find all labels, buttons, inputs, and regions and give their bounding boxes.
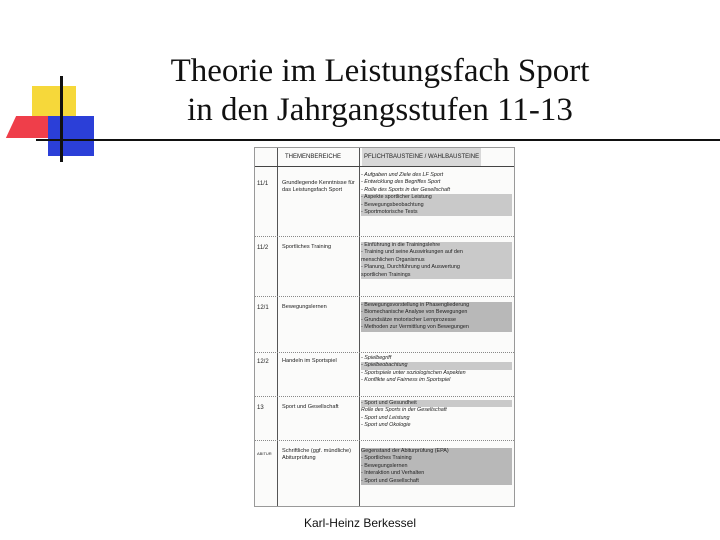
row-number: 11/1 (257, 181, 269, 187)
row-item: - Einführung in die Trainingslehre (361, 242, 441, 248)
row-contents (361, 302, 512, 332)
row-contents (361, 448, 512, 485)
row-contents (361, 172, 512, 216)
table-row (255, 352, 514, 397)
row-item: - Rolle des Sports in der Gesellschaft (361, 186, 450, 193)
row-item: - Sportliches Training (361, 455, 412, 462)
row-item: - Bewegungslernen (361, 462, 408, 469)
row-item: Gegenstand der Abiturprüfung (EPA) (361, 448, 449, 454)
row-topic: Sportliches Training (282, 244, 332, 250)
row-contents (361, 400, 512, 430)
table-row (255, 296, 514, 353)
row-item: Rolle des Sports in der Gesellschaft (361, 407, 447, 414)
row-item: sportlichen Trainings (361, 271, 411, 278)
row-topic: Handeln im Sportspiel (282, 358, 337, 364)
row-item: - Sport und Gesundheit (361, 400, 512, 407)
row-item: - Entwicklung des Begriffes Sport (361, 179, 441, 186)
row-number: 13 (257, 405, 264, 411)
row-number: 12/2 (257, 359, 269, 365)
row-item: - Sport und Ökologie (361, 422, 411, 429)
row-contents (361, 355, 512, 385)
row-topic: Schriftliche (ggf. mündliche) Abiturprüfung (282, 448, 352, 462)
row-item: - Spielbeobachtung (361, 362, 512, 369)
table-row (255, 168, 514, 237)
row-item: - Biomechanische Analyse von Bewegungen (361, 309, 468, 316)
row-number: 12/1 (257, 305, 269, 311)
row-item: - Sportspiele unter soziologischen Aspekten (361, 369, 466, 376)
row-item: - Sportmotorische Tests (361, 209, 512, 216)
row-contents (361, 242, 512, 279)
row-item: - Aufgaben und Ziele des LF Sport (361, 172, 444, 178)
slide-title-line-2: in den Jahrgangsstufen 11-13 (187, 92, 573, 128)
row-topic: Bewegungslernen (282, 304, 327, 310)
author-name: Karl-Heinz Berkessel (303, 516, 417, 530)
table-header (255, 148, 514, 167)
row-item: - Sport und Leistung (361, 414, 410, 421)
row-item: - Bewegungsbeobachtung (361, 202, 512, 209)
row-item: - Training und seine Auswirkungen auf den (361, 249, 463, 256)
row-item: - Grundsätze motorischer Lernprozesse (361, 316, 456, 323)
slide-title-line-1: Theorie im Leistungsfach Sport (170, 53, 590, 89)
row-item: - Methoden zur Vermittlung von Bewegungen (361, 324, 469, 331)
header-blocks: PFLICHTBAUSTEINE / WAHLBAUSTEINE (362, 148, 481, 166)
row-item: - Konflikte und Fairness im Sportspiel (361, 377, 451, 384)
row-item: menschlichen Organismus (361, 256, 425, 263)
row-topic: Grundlegende Kenntnisse für das Leistungsfach Sport (282, 180, 355, 194)
slide-title (120, 52, 640, 130)
decor-blue-square (48, 116, 94, 156)
row-item: - Spielbegriff (361, 355, 392, 361)
row-item: - Planung, Durchführung und Auswertung (361, 264, 460, 271)
row-number: 11/2 (257, 245, 269, 251)
row-item: - Sport und Gesellschaft (361, 477, 419, 484)
decor-vertical-line (60, 76, 63, 162)
scanned-curriculum-table (254, 147, 515, 507)
row-item: - Aspekte sportlicher Leistung (361, 194, 512, 201)
table-row (255, 440, 514, 502)
row-number: ABITUR (257, 451, 272, 456)
row-item: - Interaktion und Verhalten (361, 470, 425, 477)
table-row (255, 236, 514, 297)
header-topics: THEMENBEREICHE (285, 154, 342, 160)
table-row (255, 396, 514, 441)
decor-horizontal-line (36, 139, 720, 141)
row-topic: Sport und Gesellschaft (282, 404, 339, 410)
row-item: - Bewegungsvorstellung in Phasengliederung (361, 302, 470, 308)
